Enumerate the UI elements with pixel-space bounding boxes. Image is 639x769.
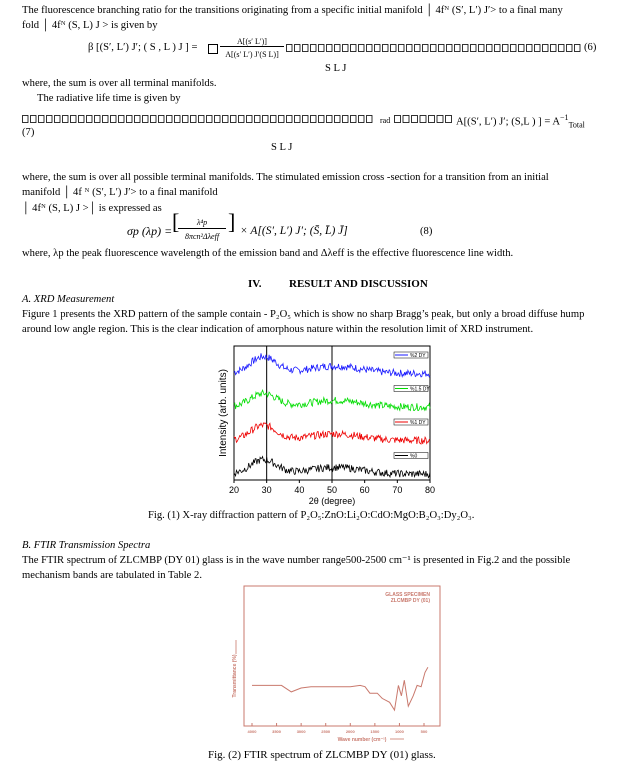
placeholder-box	[79, 116, 85, 123]
placeholder-box	[327, 45, 333, 52]
ftir-x-tick-label: 2000	[345, 729, 355, 734]
ftir-x-tick-label: 3000	[296, 729, 306, 734]
placeholder-box	[527, 45, 533, 52]
eq6-number: (6)	[584, 42, 597, 53]
xrd-x-tick-label: 60	[359, 485, 370, 495]
placeholder-box	[359, 45, 365, 52]
placeholder-box	[395, 116, 401, 123]
eq8-denominator: 8πcn²Δλeff	[184, 232, 220, 241]
ftir-y-axis-label: Transmittance (%)	[232, 654, 238, 698]
eq8-bracket-left: [	[172, 209, 180, 234]
subsection-b-para-line1: The FTIR spectrum of ZLCMBP (DY 01) glass is in the wave number range500-2500 cm⁻¹ is presented in Fig.2 and the possible	[22, 555, 571, 566]
placeholder-box	[567, 45, 573, 52]
placeholder-box	[343, 45, 349, 52]
xrd-x-tick-label: 20	[228, 485, 240, 495]
eq6-sum-index: S L J	[325, 63, 347, 74]
eq7-sum-index: S L J	[271, 142, 293, 153]
eq6-fraction-numerator: A[(s′ L′)]	[237, 37, 267, 46]
eq6-fraction-denominator: A[(s′ L′) J′(S L)]	[225, 50, 279, 59]
placeholder-box	[183, 116, 189, 123]
section-number: IV.	[248, 278, 262, 290]
placeholder-box	[367, 116, 373, 123]
eq8-lhs: σp (λp) =	[127, 224, 173, 238]
para2-line3: │ 4fᴺ (S, L) J >│ is expressed as	[22, 203, 162, 214]
placeholder-box	[415, 45, 421, 52]
placeholder-box	[437, 116, 443, 123]
subsection-b-title: B. FTIR Transmission Spectra	[22, 540, 151, 551]
placeholder-box	[403, 116, 409, 123]
fig2-caption: Fig. (2) FTIR spectrum of ZLCMBP DY (01) glass.	[208, 749, 436, 761]
placeholder-box	[423, 45, 429, 52]
placeholder-box	[55, 116, 61, 123]
placeholder-box	[311, 45, 317, 52]
eq7-rad-label: rad	[380, 116, 391, 125]
placeholder-box	[367, 45, 373, 52]
para2-line1: where, the sum is over all possible terminal manifolds. The stimulated emission cross -section for a transition from an initial	[22, 172, 549, 183]
ftir-x-tick-label: 2500	[321, 729, 331, 734]
placeholder-box	[263, 116, 269, 123]
subsection-a-title: A. XRD Measurement	[22, 294, 115, 305]
placeholder-box	[143, 116, 149, 123]
eq8-rhs: × A[(S′, L′) J′; (S̄, L̄) J̄]	[240, 225, 348, 237]
placeholder-box	[151, 116, 157, 123]
xrd-legend-label: %1 DY	[410, 420, 426, 426]
placeholder-box	[71, 116, 77, 123]
xrd-chart	[214, 342, 439, 507]
ftir-x-tick-label: 500	[420, 729, 428, 734]
placeholder-box	[23, 116, 29, 123]
placeholder-box	[135, 116, 141, 123]
placeholder-box	[119, 116, 125, 123]
eq7-box-row	[22, 114, 378, 124]
placeholder-box	[39, 116, 45, 123]
xrd-plot-area	[218, 346, 435, 506]
placeholder-box	[439, 45, 445, 52]
placeholder-box	[335, 45, 341, 52]
placeholder-box	[412, 116, 418, 123]
placeholder-box	[463, 45, 469, 52]
xrd-y-axis-label: Intensity (arb. units)	[218, 369, 229, 457]
placeholder-box	[575, 45, 581, 52]
xrd-legend-label: %1.5 DY	[410, 386, 430, 393]
placeholder-box	[247, 116, 253, 123]
subsection-b-para-line2: mechanism bands are tabulated in Table 2.	[22, 570, 202, 581]
placeholder-box	[215, 116, 221, 123]
placeholder-box	[199, 116, 205, 123]
eq6-lhs: β [(S′, L′) J′; ( S , L ) J ] =	[88, 42, 198, 53]
placeholder-box	[447, 45, 453, 52]
placeholder-box	[239, 116, 245, 123]
placeholder-box	[167, 116, 173, 123]
placeholder-box	[535, 45, 541, 52]
placeholder-box	[429, 116, 435, 123]
placeholder-box	[519, 45, 525, 52]
sum-note: where, the sum is over all terminal manifolds.	[22, 78, 217, 89]
placeholder-box	[479, 45, 485, 52]
eq7-rhs: A[(S′, L′) J′; (S,L ) ] = A	[456, 116, 561, 128]
ftir-x-tick-label: 4000	[247, 729, 257, 734]
placeholder-box	[207, 116, 213, 123]
placeholder-box	[295, 116, 301, 123]
eq8-numerator: λ⁴p	[196, 218, 208, 227]
para2-line2: manifold │ 4f ᴺ (S′, L′) J′> to a final manifold	[22, 187, 218, 198]
xrd-x-tick-label: 50	[326, 485, 338, 495]
placeholder-box	[431, 45, 437, 52]
ftir-x-axis-label: Wave number (cm⁻¹)	[337, 737, 387, 743]
placeholder-box	[191, 116, 197, 123]
eq8-number: (8)	[420, 226, 433, 237]
xrd-legend-label: %2 DY	[410, 353, 426, 359]
para3: where, λp the peak fluorescence wavelength of the emission band and Δλeff is the effective fluorescence line width.	[22, 248, 514, 259]
placeholder-box	[359, 116, 365, 123]
eq6-fraction-bar	[220, 46, 284, 47]
placeholder-box	[551, 45, 557, 52]
eq6-box-row	[286, 43, 586, 53]
placeholder-box	[446, 116, 452, 123]
placeholder-box	[47, 116, 53, 123]
xrd-x-tick-label: 70	[392, 485, 403, 495]
lifetime-intro: The radiative life time is given by	[37, 93, 181, 104]
placeholder-box	[103, 116, 109, 123]
placeholder-box	[127, 116, 133, 123]
eq7-box-row-2	[394, 114, 454, 124]
placeholder-box	[295, 45, 301, 52]
placeholder-box	[255, 116, 261, 123]
ftir-plot-area	[232, 586, 440, 743]
xrd-x-tick-label: 40	[294, 485, 305, 495]
placeholder-box	[311, 116, 317, 123]
ftir-title: GLASS SPECIMEN	[385, 592, 430, 598]
eq8-bracket-right: ]	[228, 209, 236, 234]
eq7-total-sup: −1	[560, 113, 569, 122]
placeholder-box	[351, 45, 357, 52]
placeholder-box	[375, 45, 381, 52]
placeholder-box	[111, 116, 117, 123]
ftir-x-tick-label: 3500	[272, 729, 282, 734]
ftir-frame	[244, 586, 440, 726]
placeholder-box	[271, 116, 277, 123]
placeholder-box	[287, 116, 293, 123]
placeholder-box	[487, 45, 493, 52]
placeholder-box	[95, 116, 101, 123]
placeholder-box	[495, 45, 501, 52]
placeholder-box	[287, 45, 293, 52]
placeholder-box	[223, 116, 229, 123]
eq8-fraction-bar	[178, 228, 226, 229]
placeholder-box	[159, 116, 165, 123]
placeholder-box	[383, 45, 389, 52]
placeholder-box	[351, 116, 357, 123]
eq7-rhs-wrap	[456, 111, 585, 132]
placeholder-box	[87, 116, 93, 123]
placeholder-box	[471, 45, 477, 52]
placeholder-box	[511, 45, 517, 52]
placeholder-box	[543, 45, 549, 52]
subsection-a-para-line2: around low angle region. This is the clear indication of amorphous nature within the resolution limit of XRD instrument.	[22, 324, 534, 335]
ftir-x-tick-label: 1500	[370, 729, 380, 734]
ftir-x-tick-label: 1000	[394, 729, 404, 734]
placeholder-box	[391, 45, 397, 52]
placeholder-box	[420, 116, 426, 123]
placeholder-box	[399, 45, 405, 52]
xrd-x-tick-label: 30	[261, 485, 272, 495]
placeholder-box	[407, 45, 413, 52]
eq7-number: (7)	[22, 127, 35, 138]
placeholder-box	[31, 116, 37, 123]
placeholder-box	[559, 45, 565, 52]
placeholder-box	[319, 45, 325, 52]
xrd-x-tick-label: 80	[424, 485, 436, 495]
xrd-x-axis-label: 2θ (degree)	[308, 496, 356, 506]
placeholder-box	[279, 116, 285, 123]
xrd-legend-label: %0	[410, 453, 418, 460]
para1-line1: The fluorescence branching ratio for the transitions originating from a specific initial manifold │ 4fᴺ (S′, L′) J′> to a final many	[22, 5, 563, 16]
placeholder-box	[327, 116, 333, 123]
ftir-chart	[228, 584, 444, 746]
section-heading: RESULT AND DISCUSSION	[289, 278, 428, 290]
eq7-total-sub: Total	[568, 120, 585, 130]
placeholder-box	[63, 116, 69, 123]
ftir-subtitle: ZLCMBP DY (01)	[390, 598, 430, 604]
placeholder-box	[335, 116, 341, 123]
placeholder-box	[231, 116, 237, 123]
placeholder-box	[303, 45, 309, 52]
subsection-a-para-line1: Figure 1 presents the XRD pattern of the sample contain - P₂O₅ which is show no sharp Bragg’s peak, but only a broad diffuse hump	[22, 309, 585, 320]
placeholder-box	[319, 116, 325, 123]
placeholder-box	[303, 116, 309, 123]
placeholder-box	[455, 45, 461, 52]
placeholder-box	[343, 116, 349, 123]
placeholder-box	[503, 45, 509, 52]
placeholder-box	[175, 116, 181, 123]
fig1-caption: Fig. (1) X-ray diffraction pattern of P₂O₅:ZnO:Li₂O:CdO:MgO:B₂O₃:Dy₂O₃.	[148, 510, 475, 521]
para1-line2: fold │ 4fᴺ (S, L) J > is given by	[22, 20, 158, 31]
